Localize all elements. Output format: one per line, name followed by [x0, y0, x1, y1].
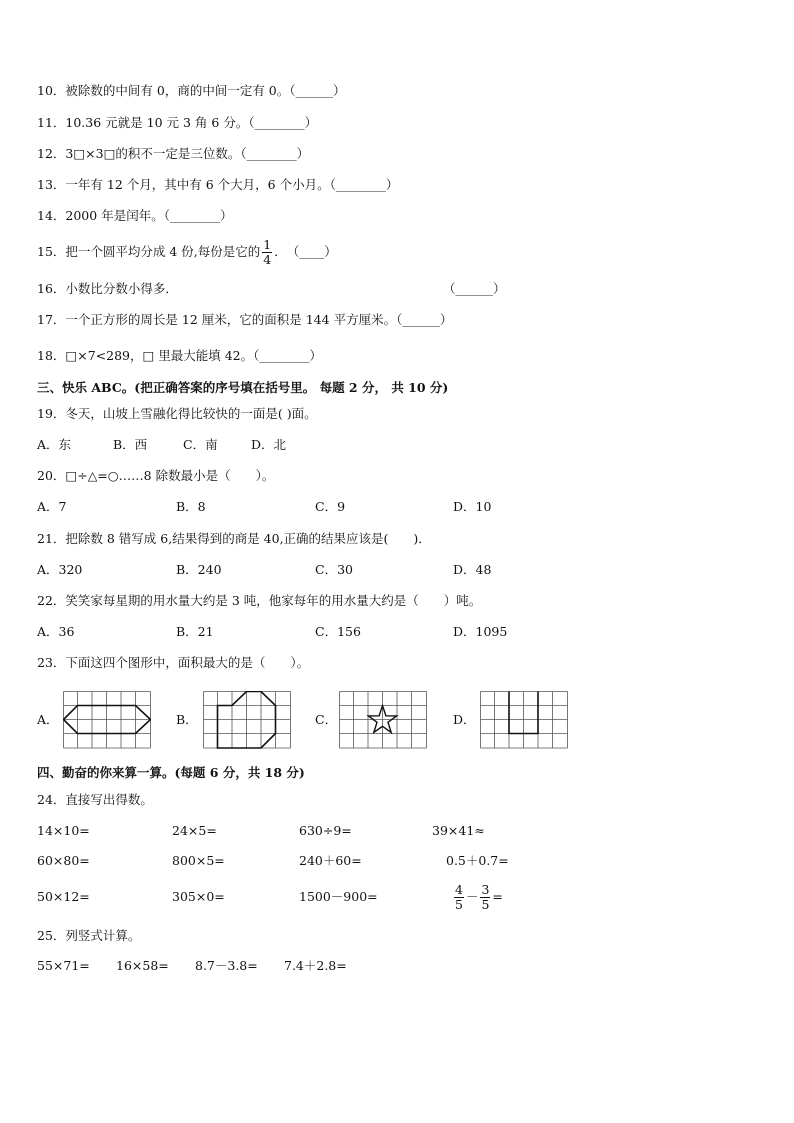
question-13: 13．一年有 12 个月，其中有 6 个大月，6 个小月。（________）: [37, 177, 399, 192]
q23-figure-b-house: [203, 691, 291, 749]
fraction-three-fifths: [480, 883, 490, 912]
question-11: 11．10.36 元就是 10 元 3 角 6 分。（________）: [37, 115, 318, 130]
q19-option-c: C．南: [183, 437, 218, 452]
question-20: 20．□÷△=○……8 除数最小是（ ）。: [37, 468, 275, 483]
question-22: 22．笑笑家每星期的用水量大约是 3 吨，他家每年的用水量大约是（ ）吨。: [37, 593, 482, 608]
question-21: 21．把除数 8 错写成 6,结果得到的商是 40,正确的结果应该是( )．: [37, 531, 431, 546]
q21-option-c: C．30: [315, 562, 353, 577]
question-16: 16．小数比分数小得多．: [37, 281, 178, 296]
vertical-calc-55x71: 55×71=: [37, 958, 90, 973]
vertical-calc-7.4plus2.8: 7.4＋2.8=: [284, 958, 347, 973]
calc-630div9: 630÷9=: [299, 823, 352, 838]
question-18: 18．□×7<289，□ 里最大能填 42。（________）: [37, 348, 322, 363]
section-4-title: 四、勤奋的你来算一算。(每题 6 分，共 18 分): [37, 765, 305, 780]
fraction-numerator: 3: [481, 882, 490, 897]
fraction-numerator: 1: [263, 237, 272, 252]
question-15-blank: ． （____）: [274, 244, 337, 259]
fraction-numerator: 4: [455, 882, 463, 897]
fraction-one-quarter: [262, 238, 272, 267]
q20-option-b: B．8: [176, 499, 206, 514]
q23-option-c: C．: [315, 712, 338, 727]
q21-option-a: A．320: [37, 562, 83, 577]
question-12: 12．3□×3□的积不一定是三位数。（________）: [37, 146, 310, 161]
question-15-stem: 15．把一个圆平均分成 4 份,每份是它的: [37, 244, 261, 259]
q22-option-b: B．21: [176, 624, 214, 639]
calc-fraction-expression: [452, 878, 503, 916]
q20-option-a: A．7: [37, 499, 67, 514]
q19-option-b: B．西: [113, 437, 148, 452]
equals-sign: =: [492, 889, 503, 904]
fraction-denominator: 4: [263, 252, 272, 267]
fraction-four-fifths: [454, 883, 464, 912]
question-16-blank: （______）: [443, 281, 506, 296]
q22-option-c: C．156: [315, 624, 361, 639]
calc-60x80: 60×80=: [37, 853, 90, 868]
fraction-denominator: 5: [481, 897, 490, 912]
calc-50x12: 50×12=: [37, 889, 90, 904]
fraction-denominator: 5: [455, 897, 463, 912]
q22-option-a: A．36: [37, 624, 75, 639]
section-3-title: 三、快乐 ABC。(把正确答案的序号填在括号里。 每题 2 分， 共 10 分): [37, 380, 449, 395]
vertical-calc-8.7minus3.8: 8.7－3.8=: [195, 958, 258, 973]
q20-option-d: D．10: [453, 499, 492, 514]
minus-sign: －: [465, 889, 479, 904]
calc-1500minus900: 1500－900=: [299, 889, 378, 904]
calc-14x10: 14×10=: [37, 823, 90, 838]
question-19: 19．冬天，山坡上雪融化得比较快的一面是( )面。: [37, 406, 317, 421]
calc-24x5: 24×5=: [172, 823, 217, 838]
q21-option-b: B．240: [176, 562, 222, 577]
question-10: 10．被除数的中间有 0，商的中间一定有 0。（______）: [37, 83, 346, 98]
question-23: 23．下面这四个图形中，面积最大的是（ ）。: [37, 655, 310, 670]
question-25-title: 25．列竖式计算。: [37, 928, 141, 943]
q19-option-a: A．东: [37, 437, 72, 452]
q21-option-d: D．48: [453, 562, 492, 577]
q23-figure-a-hexagon: [63, 691, 151, 749]
question-15: [37, 236, 337, 268]
calc-305x0: 305×0=: [172, 889, 225, 904]
question-17: 17．一个正方形的周长是 12 厘米，它的面积是 144 平方厘米。（______）: [37, 312, 453, 327]
q19-option-d: D．北: [251, 437, 287, 452]
q23-option-a: A．: [37, 712, 59, 727]
question-24-title: 24．直接写出得数。: [37, 792, 153, 807]
calc-800x5: 800×5=: [172, 853, 225, 868]
calc-0.5plus0.7: 0.5＋0.7=: [446, 853, 509, 868]
q20-option-c: C．9: [315, 499, 346, 514]
q22-option-d: D．1095: [453, 624, 508, 639]
calc-39x41: 39×41≈: [432, 823, 485, 838]
q23-option-d: D．: [453, 712, 476, 727]
calc-240plus60: 240＋60=: [299, 853, 362, 868]
q23-figure-c-star: [339, 691, 427, 749]
question-14: 14．2000 年是闰年。（________）: [37, 208, 233, 223]
vertical-calc-16x58: 16×58=: [116, 958, 169, 973]
q23-option-b: B．: [176, 712, 198, 727]
q23-figure-d-bracket: [480, 691, 568, 749]
